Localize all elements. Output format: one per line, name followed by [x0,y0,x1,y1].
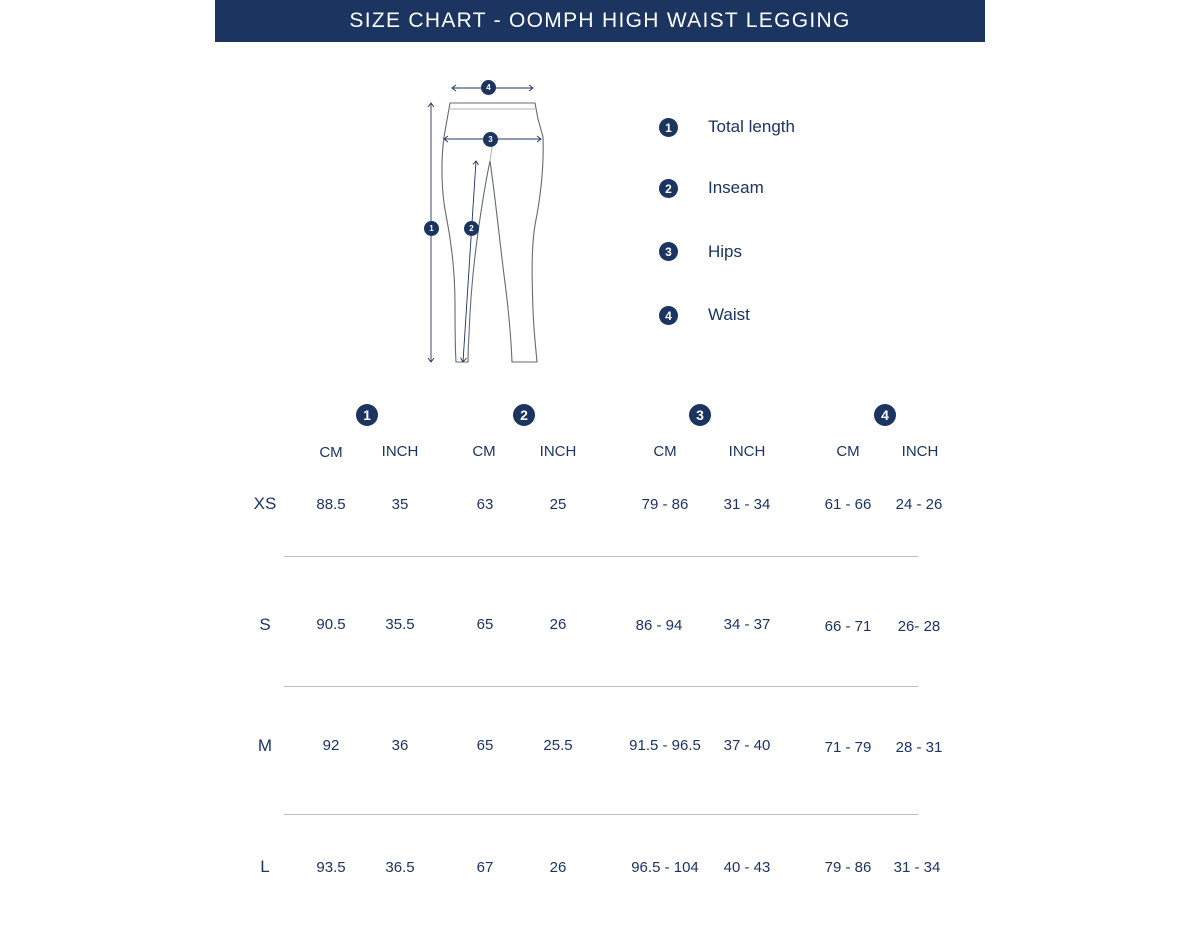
total-length-marker: 1 [424,221,439,236]
unit-header: INCH [539,443,577,460]
legend-label-hips: Hips [708,242,743,261]
row-divider [284,814,918,815]
unit-header: INCH [901,443,939,460]
table-cell: 86 - 94 [635,617,683,634]
table-cell: 26- 28 [897,618,941,635]
table-cell: 90.5 [316,616,346,633]
table-cell: 35.5 [385,616,415,633]
table-cell: 36 [391,737,409,754]
table-cell: 92 [322,737,340,754]
unit-header: INCH [381,443,419,460]
hips-marker: 3 [483,132,498,147]
legend-label-waist: Waist [708,305,750,324]
size-label-l: L [260,857,270,876]
unit-header: CM [653,443,677,460]
row-divider [284,686,918,687]
table-cell: 93.5 [316,859,346,876]
table-cell: 96.5 - 104 [631,859,699,876]
table-cell: 63 [476,496,494,513]
table-cell: 40 - 43 [723,859,771,876]
unit-header: CM [319,444,343,461]
table-cell: 34 - 37 [723,616,771,633]
legend-label-inseam: Inseam [708,178,764,197]
size-label-xs: XS [253,494,277,513]
group-header-waist: 4 [874,404,896,426]
table-cell: 26 [549,616,567,633]
table-cell: 35 [391,496,409,513]
unit-header: CM [472,443,496,460]
table-cell: 36.5 [385,859,415,876]
table-cell: 31 - 34 [893,859,941,876]
size-label-m: M [257,736,273,755]
page-title: SIZE CHART - OOMPH HIGH WAIST LEGGING [215,0,985,42]
table-cell: 79 - 86 [641,496,689,513]
table-cell: 25.5 [543,737,573,754]
table-cell: 67 [476,859,494,876]
table-cell: 24 - 26 [895,496,943,513]
legend-badge-1: 1 [659,118,678,137]
group-header-inseam: 2 [513,404,535,426]
legend-badge-2: 2 [659,179,678,198]
table-cell: 65 [476,737,494,754]
unit-header: CM [836,443,860,460]
row-divider [284,556,918,557]
table-cell: 28 - 31 [895,739,943,756]
group-header-total-length: 1 [356,404,378,426]
inseam-marker: 2 [464,221,479,236]
table-cell: 88.5 [316,496,346,513]
table-cell: 79 - 86 [824,859,872,876]
table-cell: 37 - 40 [723,737,771,754]
table-cell: 91.5 - 96.5 [629,737,701,754]
legend-badge-3: 3 [659,242,678,261]
table-cell: 66 - 71 [824,618,872,635]
table-cell: 61 - 66 [824,496,872,513]
unit-header: INCH [728,443,766,460]
legend-label-total-length: Total length [708,117,795,136]
table-cell: 65 [476,616,494,633]
group-header-hips: 3 [689,404,711,426]
table-cell: 71 - 79 [824,739,872,756]
legend-badge-4: 4 [659,306,678,325]
table-cell: 26 [549,859,567,876]
waist-marker: 4 [481,80,496,95]
table-cell: 31 - 34 [723,496,771,513]
table-cell: 25 [549,496,567,513]
legging-diagram [410,75,560,370]
size-label-s: S [259,615,271,634]
